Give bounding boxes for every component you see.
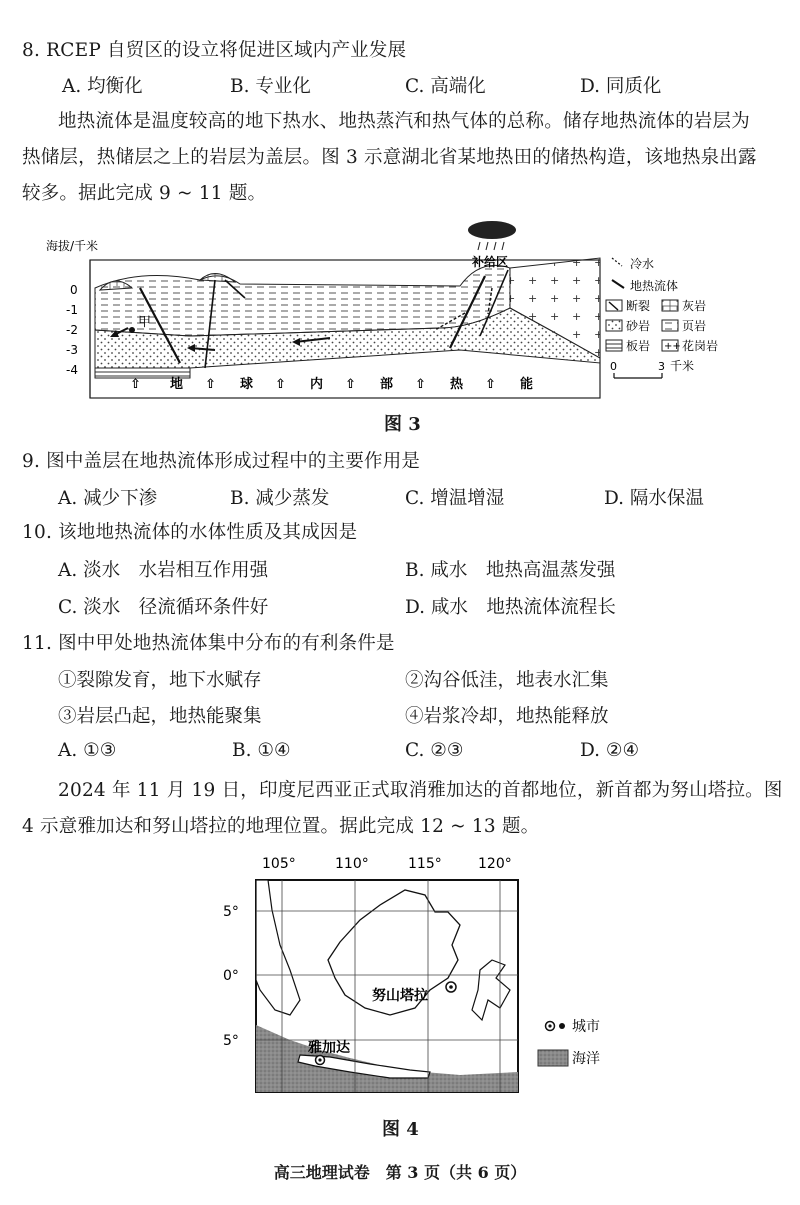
svg-text:++: ++ bbox=[664, 341, 681, 352]
fig3-rain-icon bbox=[478, 242, 504, 250]
fig3-point-jia bbox=[129, 327, 135, 333]
passage1-line2: 热储层，热储层之上的岩层为盖层。图 3 示意湖北省某地热田的储热构造，该地热泉出露 bbox=[22, 147, 757, 168]
figure-4-indonesia-map bbox=[220, 850, 640, 1105]
legend-sandstone: 砂岩 bbox=[626, 319, 651, 333]
fig4-city-jakarta-label: 雅加达 bbox=[308, 1040, 350, 1056]
fig4-lon-label: 120° bbox=[478, 856, 512, 872]
svg-text:⇧: ⇧ bbox=[345, 377, 356, 392]
q11-option-b: B. ①④ bbox=[232, 740, 291, 761]
fig3-recharge-label: 补给区 bbox=[472, 255, 509, 269]
q11-option-c: C. ②③ bbox=[405, 740, 464, 761]
q11-stem: 11. 图中甲处地热流体集中分布的有利条件是 bbox=[22, 633, 395, 654]
q11-option-d: D. ②④ bbox=[580, 740, 640, 761]
q10-option-b: B. 咸水 地热高温蒸发强 bbox=[405, 560, 616, 581]
fig4-lon-label: 110° bbox=[335, 856, 369, 872]
q10-stem: 10. 该地地热流体的水体性质及其成因是 bbox=[22, 522, 358, 543]
passage1-line1: 地热流体是温度较高的地下热水、地热蒸汽和热气体的总称。储存地热流体的岩层为 bbox=[58, 111, 750, 132]
q11-statement-1: ①裂隙发育，地下水赋存 bbox=[58, 670, 262, 691]
q11-option-a: A. ①③ bbox=[58, 740, 117, 761]
fig3-y-axis-title: 海拔/千米 bbox=[46, 239, 99, 253]
fig4-lon-label: 115° bbox=[408, 856, 442, 872]
fig4-legend-ocean: 海洋 bbox=[572, 1051, 600, 1067]
passage1-line3: 较多。据此完成 9 ~ 11 题。 bbox=[22, 183, 267, 204]
fig3-caption: 图 3 bbox=[384, 414, 421, 435]
svg-text:⇧: ⇧ bbox=[485, 377, 496, 392]
q11-statement-4: ④岩浆冷却，地热能释放 bbox=[405, 706, 609, 727]
svg-text:⇧: ⇧ bbox=[205, 377, 216, 392]
legend-granite: 花岗岩 bbox=[682, 339, 719, 353]
fig4-lat-label: 5° bbox=[223, 904, 239, 920]
fig4-caption: 图 4 bbox=[382, 1119, 419, 1140]
q8-option-c: C. 高端化 bbox=[405, 76, 486, 97]
fig3-cloud-icon bbox=[468, 221, 516, 239]
fig4-lat-label: 0° bbox=[223, 968, 239, 984]
q10-option-c: C. 淡水 径流循环条件好 bbox=[58, 597, 269, 618]
legend-limestone: 灰岩 bbox=[682, 299, 707, 313]
fig3-y-tick: -1 bbox=[66, 303, 78, 317]
svg-text:球: 球 bbox=[240, 377, 254, 392]
svg-text:内: 内 bbox=[310, 377, 324, 392]
svg-text:部: 部 bbox=[380, 377, 394, 392]
q11-statement-3: ③岩层凸起，地热能聚集 bbox=[58, 706, 262, 727]
page-footer: 高三地理试卷 第 3 页（共 6 页） bbox=[273, 1163, 527, 1182]
q9-stem: 9. 图中盖层在地热流体形成过程中的主要作用是 bbox=[22, 451, 421, 472]
q10-option-a: A. 淡水 水岩相互作用强 bbox=[58, 560, 269, 581]
legend-scale-value: 3 bbox=[658, 360, 665, 373]
figure-3-geothermal-cross-section bbox=[40, 218, 760, 408]
svg-text:⇧: ⇧ bbox=[130, 377, 141, 392]
passage2-line1: 2024 年 11 月 19 日，印度尼西亚正式取消雅加达的首都地位，新首都为努山塔拉。图 bbox=[58, 780, 783, 801]
svg-text:热: 热 bbox=[450, 377, 464, 392]
fig3-legend bbox=[606, 256, 718, 378]
legend-scale-unit: 千米 bbox=[670, 359, 695, 373]
fig4-legend-ocean-swatch bbox=[538, 1050, 568, 1066]
passage2-line2: 4 示意雅加达和努山塔拉的地理位置。据此完成 12 ~ 13 题。 bbox=[22, 816, 540, 837]
q10-option-d: D. 咸水 地热流体流程长 bbox=[405, 597, 616, 618]
fig4-lon-label: 105° bbox=[262, 856, 296, 872]
q9-option-c: C. 增温增湿 bbox=[405, 488, 505, 509]
fig4-lat-label: 5° bbox=[223, 1033, 239, 1049]
fig3-limestone bbox=[200, 273, 235, 282]
fig3-y-tick: -2 bbox=[66, 323, 78, 337]
q9-option-a: A. 减少下渗 bbox=[58, 488, 158, 509]
legend-scale-zero: 0 bbox=[610, 360, 617, 373]
fig3-point-label: 甲 bbox=[138, 315, 152, 330]
legend-geothermal-fluid: 地热流体 bbox=[630, 279, 679, 293]
q8-option-b: B. 专业化 bbox=[230, 76, 311, 97]
fig3-shale-layer bbox=[95, 265, 510, 336]
q8-option-a: A. 均衡化 bbox=[62, 76, 143, 97]
q11-statement-2: ②沟谷低洼，地表水汇集 bbox=[405, 670, 609, 691]
fig3-y-tick: 0 bbox=[70, 283, 78, 297]
svg-text:⇧: ⇧ bbox=[415, 377, 426, 392]
legend-shale: 页岩 bbox=[682, 319, 707, 333]
q8-stem: 8. RCEP 自贸区的设立将促进区域内产业发展 bbox=[22, 40, 407, 61]
fig4-city-nusantara-label: 努山塔拉 bbox=[372, 988, 428, 1004]
fig4-legend-city: 城市 bbox=[572, 1019, 600, 1035]
q9-option-d: D. 隔水保温 bbox=[604, 488, 704, 509]
fig3-y-tick: -3 bbox=[66, 343, 78, 357]
svg-text:⇧: ⇧ bbox=[275, 377, 286, 392]
svg-text:地: 地 bbox=[170, 377, 184, 392]
q9-option-b: B. 减少蒸发 bbox=[230, 488, 330, 509]
legend-slate: 板岩 bbox=[626, 339, 651, 353]
svg-text:能: 能 bbox=[520, 377, 534, 392]
legend-fault: 断裂 bbox=[626, 299, 651, 313]
q8-option-d: D. 同质化 bbox=[580, 76, 662, 97]
legend-cold-water: 冷水 bbox=[630, 257, 655, 271]
fig3-y-tick: -4 bbox=[66, 363, 78, 377]
